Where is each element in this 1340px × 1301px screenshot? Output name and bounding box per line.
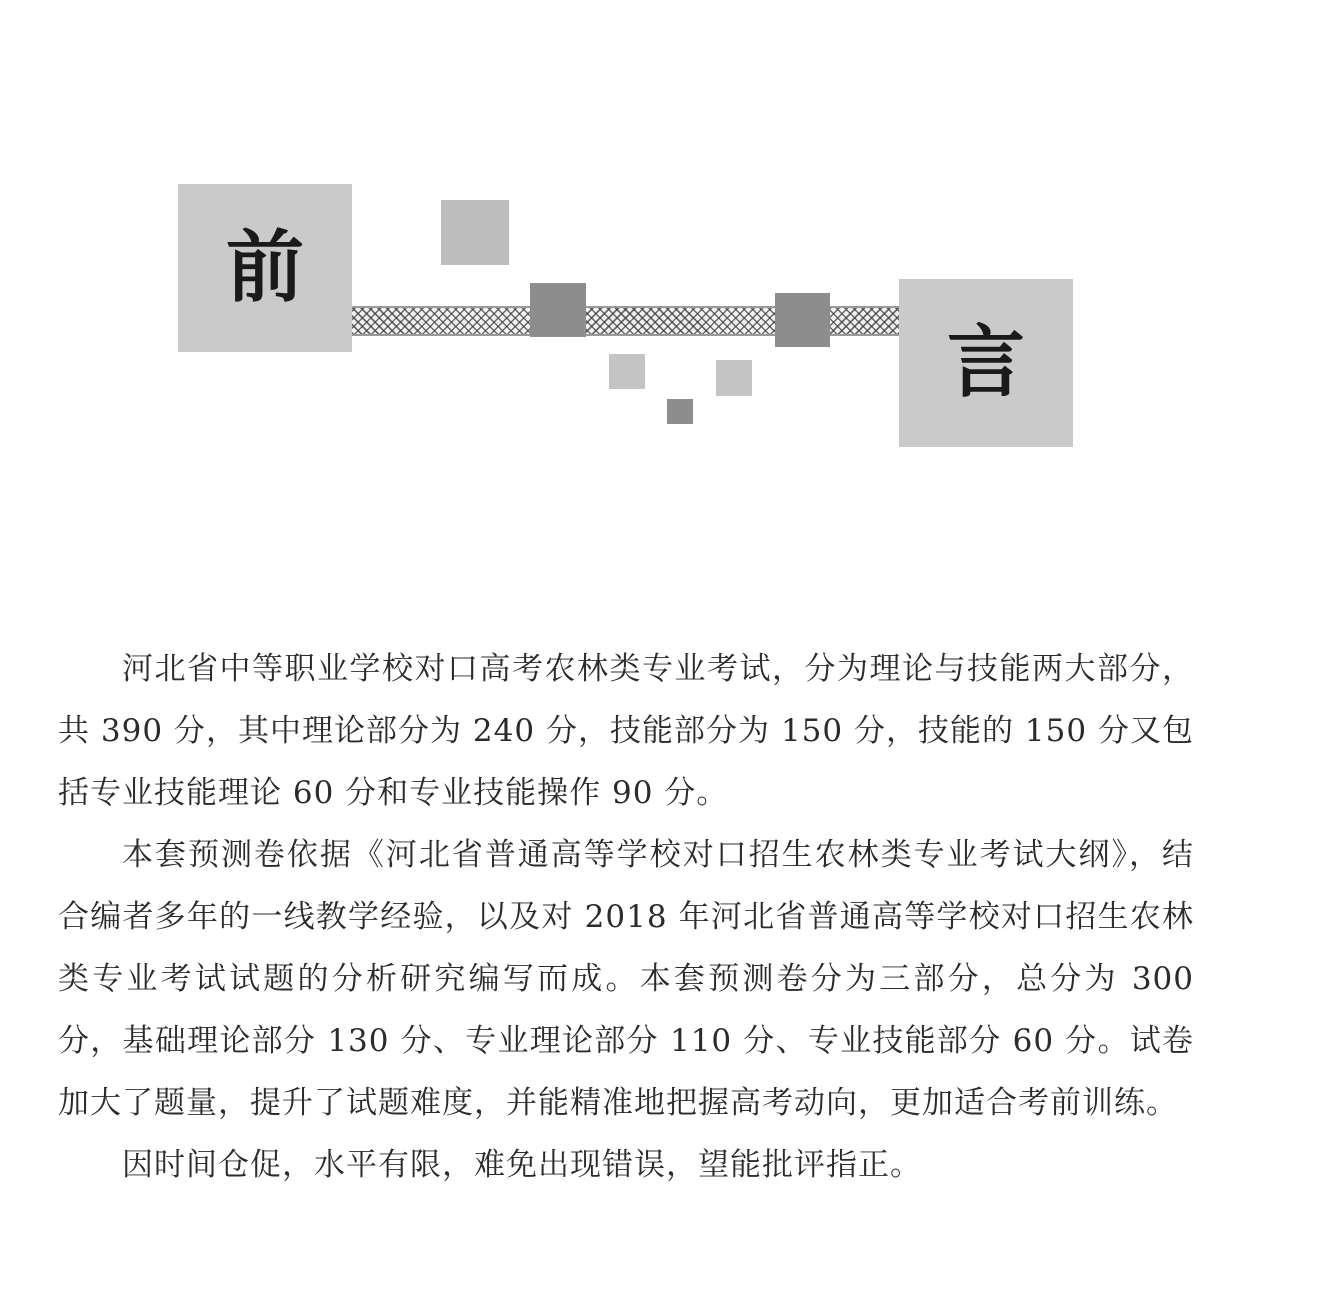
title-box-left	[178, 184, 352, 352]
paragraph-1: 河北省中等职业学校对口高考农林类专业考试，分为理论与技能两大部分，共 390 分，其中理论部分为 240 分，技能部分为 150 分，技能的 150 分又包括专业技能理论 60 分和专业技能操作 90 分。	[58, 651, 1194, 811]
paragraph-3: 因时间仓促，水平有限，难免出现错误，望能批评指正。	[122, 1147, 922, 1183]
decor-square-2	[530, 283, 586, 337]
title-char-left: 前	[225, 223, 304, 313]
preface-body	[58, 638, 1194, 1196]
decor-square-6	[667, 399, 693, 424]
decor-square-3	[775, 293, 830, 347]
paragraph-2: 本套预测卷依据《河北省普通高等学校对口招生农林类专业考试大纲》，结合编者多年的一线教学经验，以及对 2018 年河北省普通高等学校对口招生农林类专业考试试题的分析研究编写而成。本套预测卷分为三部分，总分为 300 分，基础理论部分 130 分、专业理论部分 110 分、专业技能部分 60 分。试卷加大了题量，提升了试题难度，并能精准地把握高考动向，更加适合考前训练。	[58, 837, 1194, 1121]
decor-square-4	[609, 354, 645, 389]
decor-square-5	[716, 360, 752, 396]
preface-header	[0, 0, 1340, 460]
title-char-right: 言	[946, 318, 1025, 408]
decor-square-1	[441, 200, 509, 265]
title-box-right	[899, 279, 1073, 447]
